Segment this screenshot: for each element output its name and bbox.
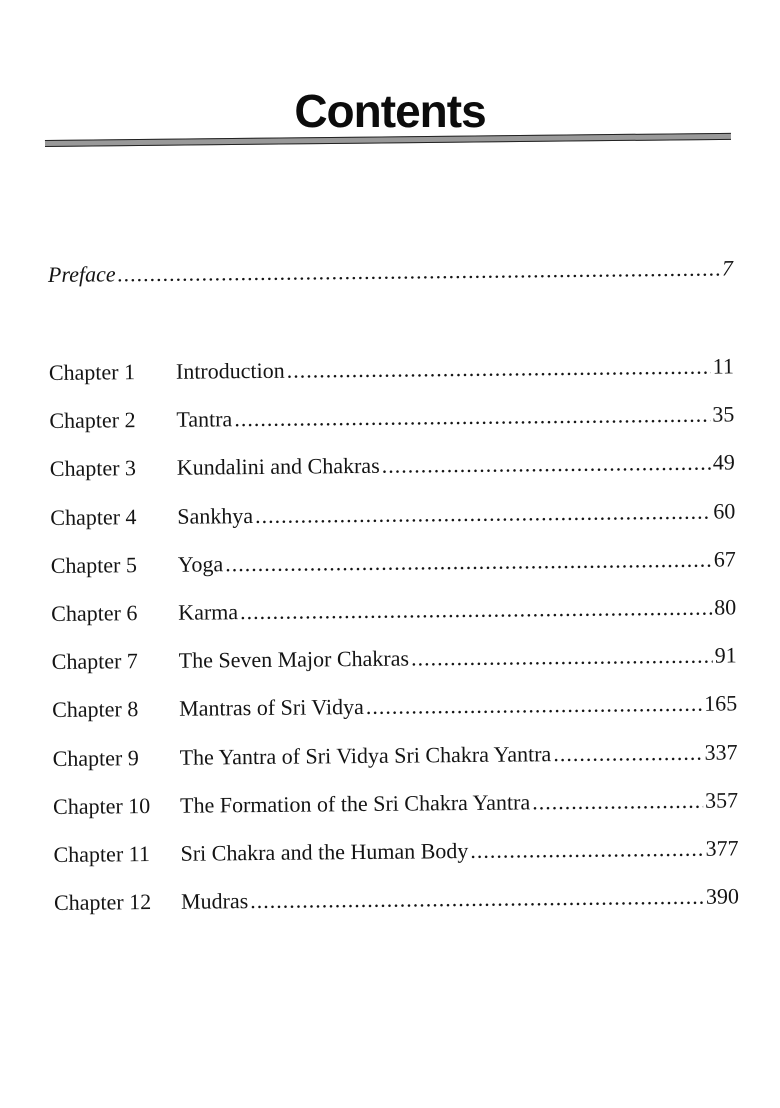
dot-leader bbox=[382, 448, 711, 481]
chapter-number: Chapter 3 bbox=[49, 455, 137, 482]
dot-leader bbox=[234, 400, 710, 435]
dot-leader bbox=[470, 834, 703, 866]
toc-entry-chapter[interactable] bbox=[53, 785, 738, 822]
entry-title: Mantras of Sri Vidya bbox=[179, 694, 364, 722]
page-number: 67 bbox=[713, 546, 736, 572]
entry-title: Tantra bbox=[176, 406, 233, 432]
page-number: 80 bbox=[714, 594, 737, 620]
page-title: Contents bbox=[294, 85, 486, 137]
chapter-number: Chapter 12 bbox=[53, 889, 152, 916]
page-number: 35 bbox=[712, 401, 735, 427]
entry-title: The Formation of the Sri Chakra Yantra bbox=[179, 789, 531, 818]
dot-leader bbox=[225, 544, 712, 579]
chapter-number: Chapter 4 bbox=[50, 503, 137, 530]
entry-title: Mudras bbox=[180, 888, 249, 914]
page-number: 49 bbox=[712, 449, 735, 476]
toc-entry-preface[interactable] bbox=[48, 253, 733, 290]
dot-leader bbox=[240, 593, 712, 628]
toc-entry-chapter[interactable] bbox=[49, 400, 734, 437]
dot-leader bbox=[532, 786, 703, 818]
page-number: 91 bbox=[714, 642, 737, 668]
page-number: 390 bbox=[705, 883, 740, 909]
entry-title: Kundalini and Chakras bbox=[176, 453, 380, 481]
dot-leader bbox=[287, 352, 711, 386]
page-number: 11 bbox=[712, 353, 735, 379]
chapter-number: Chapter 8 bbox=[52, 696, 139, 723]
dot-leader bbox=[411, 641, 713, 674]
toc-entry-chapter[interactable] bbox=[52, 689, 737, 726]
dot-leader bbox=[255, 496, 712, 530]
chapter-number: Chapter 9 bbox=[52, 744, 139, 771]
toc-entry-chapter[interactable] bbox=[50, 448, 735, 485]
chapter-number: Chapter 1 bbox=[48, 359, 136, 385]
toc-entry-chapter[interactable] bbox=[50, 496, 735, 533]
toc-entry-chapter[interactable] bbox=[52, 737, 737, 774]
page-number: 337 bbox=[704, 738, 738, 765]
entry-title: Karma bbox=[178, 599, 239, 625]
dot-leader bbox=[117, 254, 720, 290]
page-number: 357 bbox=[704, 787, 739, 813]
chapter-number: Chapter 5 bbox=[50, 551, 138, 578]
toc-entry-chapter[interactable] bbox=[54, 882, 739, 919]
toc-entry-chapter[interactable] bbox=[51, 592, 736, 629]
entry-title: The Seven Major Chakras bbox=[178, 645, 410, 673]
chapter-number: Chapter 10 bbox=[52, 792, 151, 819]
page-number: 60 bbox=[713, 498, 736, 524]
entry-title: Sankhya bbox=[177, 502, 254, 529]
toc-entry-chapter[interactable] bbox=[51, 544, 736, 581]
toc-entry-chapter[interactable] bbox=[53, 833, 738, 870]
dot-leader bbox=[553, 737, 703, 768]
chapter-number: Chapter 7 bbox=[51, 648, 138, 675]
chapter-number: Chapter 6 bbox=[51, 600, 138, 626]
entry-title: The Yantra of Sri Vidya Sri Chakra Yantra bbox=[179, 740, 552, 770]
chapter-number: Chapter 2 bbox=[49, 407, 136, 434]
page-number: 7 bbox=[721, 255, 734, 281]
entry-title: Preface bbox=[47, 261, 116, 287]
chapter-number: Chapter 11 bbox=[53, 841, 150, 867]
page-number: 165 bbox=[704, 690, 738, 717]
page-number: 377 bbox=[705, 835, 739, 861]
entry-title: Introduction bbox=[175, 357, 285, 384]
entry-title: Sri Chakra and the Human Body bbox=[180, 837, 469, 866]
dot-leader bbox=[250, 882, 704, 916]
toc-entry-chapter[interactable] bbox=[52, 641, 737, 678]
entry-title: Yoga bbox=[177, 551, 224, 577]
toc-entry-chapter[interactable] bbox=[49, 351, 734, 388]
dot-leader bbox=[366, 689, 703, 722]
